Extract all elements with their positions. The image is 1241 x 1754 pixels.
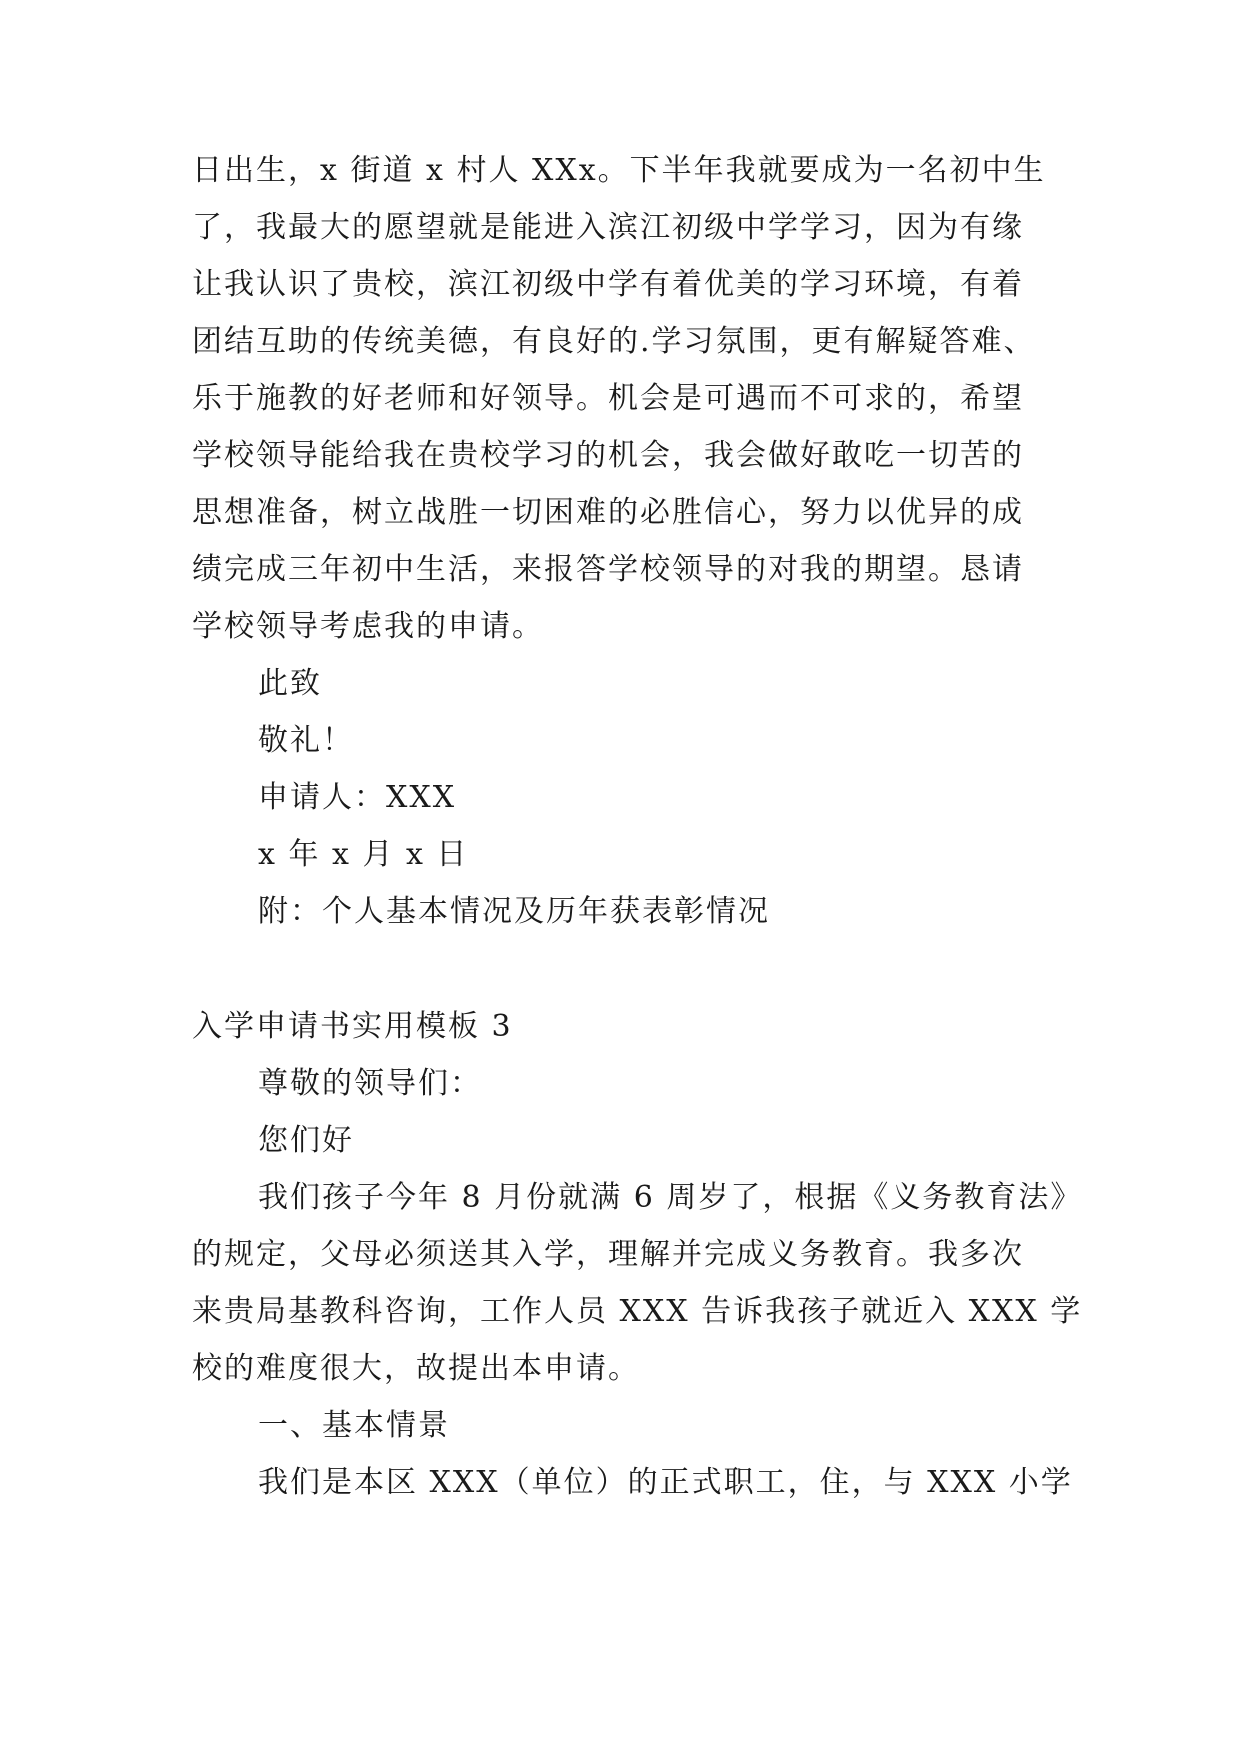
letter1-body-line-3: 让我认识了贵校，滨江初级中学有着优美的学习环境，有着 bbox=[192, 267, 1024, 302]
letter1-body-line-7: 思想准备，树立战胜一切困难的必胜信心，努力以优异的成 bbox=[192, 495, 1024, 530]
letter1-body-line-8: 绩完成三年初中生活，来报答学校领导的对我的期望。恳请 bbox=[192, 552, 1024, 587]
letter1-date: x 年 x 月 x 日 bbox=[258, 837, 469, 872]
letter2-greeting: 您们好 bbox=[258, 1123, 354, 1158]
letter1-closing-2: 敬礼！ bbox=[258, 723, 354, 758]
letter1-body-line-1: 日出生，x 街道 x 村人 XXx。下半年我就要成为一名初中生 bbox=[192, 153, 1046, 188]
letter1-body-line-5: 乐于施教的好老师和好领导。机会是可遇而不可求的，希望 bbox=[192, 381, 1024, 416]
letter1-applicant: 申请人：XXX bbox=[258, 780, 457, 815]
letter2-para1-line-3: 来贵局基教科咨询，工作人员 XXX 告诉我孩子就近入 XXX 学 bbox=[192, 1294, 1083, 1329]
letter2-section1-line-1: 我们是本区 XXX（单位）的正式职工，住，与 XXX 小学 bbox=[258, 1465, 1073, 1500]
letter2-para1-line-4: 校的难度很大，故提出本申请。 bbox=[192, 1351, 640, 1386]
letter2-title: 入学申请书实用模板 3 bbox=[192, 1009, 513, 1044]
letter2-salutation: 尊敬的领导们： bbox=[258, 1066, 482, 1101]
letter2-para1-line-2: 的规定，父母必须送其入学，理解并完成义务教育。我多次 bbox=[192, 1237, 1024, 1272]
letter1-body-line-4: 团结互助的传统美德，有良好的.学习氛围，更有解疑答难、 bbox=[192, 324, 1036, 359]
letter1-body-line-9: 学校领导考虑我的申请。 bbox=[192, 609, 544, 644]
letter1-body-line-2: 了，我最大的愿望就是能进入滨江初级中学学习，因为有缘 bbox=[192, 210, 1024, 245]
letter1-body-line-6: 学校领导能给我在贵校学习的机会，我会做好敢吃一切苦的 bbox=[192, 438, 1024, 473]
letter1-closing-1: 此致 bbox=[258, 666, 322, 701]
letter2-section1-heading: 一、基本情景 bbox=[258, 1408, 450, 1443]
letter2-para1-line-1: 我们孩子今年 8 月份就满 6 周岁了，根据《义务教育法》 bbox=[258, 1180, 1083, 1215]
letter1-attachment: 附：个人基本情况及历年获表彰情况 bbox=[258, 894, 770, 929]
